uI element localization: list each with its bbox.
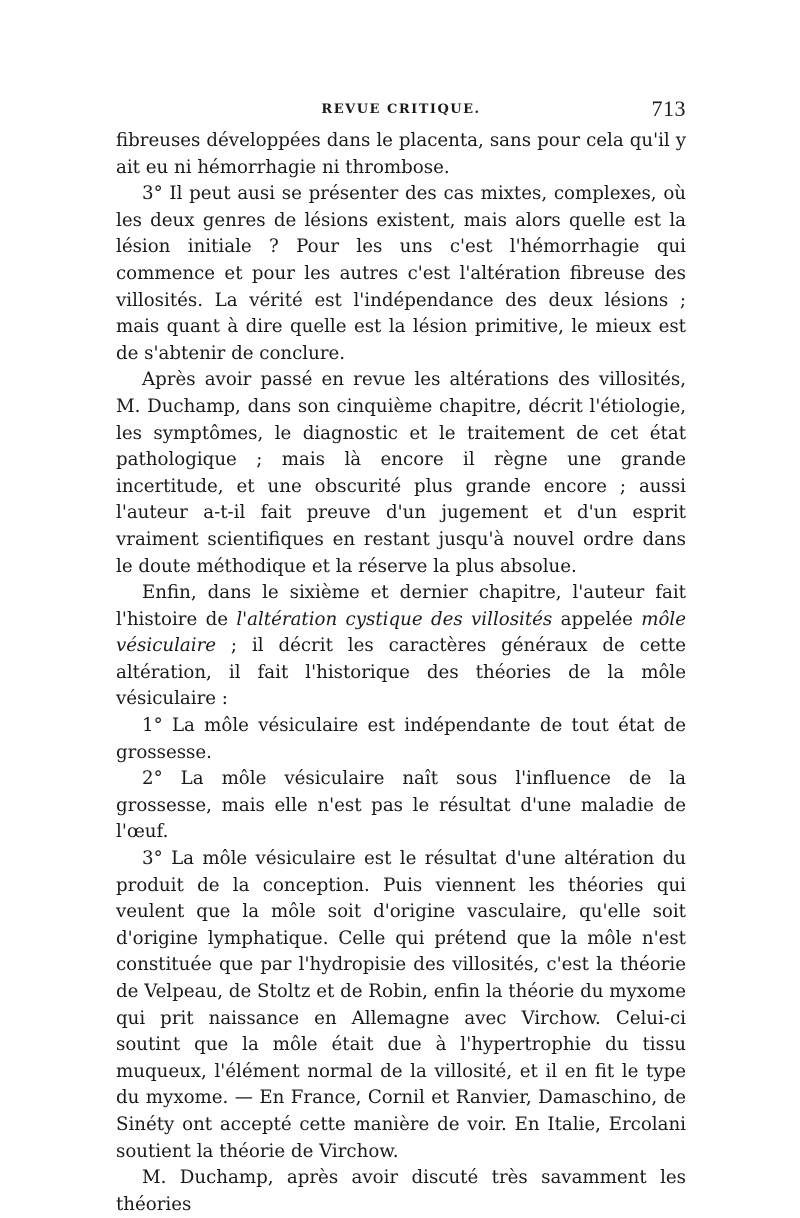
paragraph-4-text-middle: appelée (552, 608, 642, 630)
body-text (116, 128, 686, 1218)
page-header (116, 96, 686, 126)
paragraph-1: fibreuses développées dans le placenta, sans pour cela qu'il y ait eu ni hémorrhagie ni thrombose. (116, 130, 686, 178)
running-head: REVUE CRITIQUE. (321, 102, 481, 117)
paragraph-4-text-after: ; il décrit les caractères généraux de cette altération, il fait l'historique des théories de la môle vésiculaire : (116, 635, 686, 710)
paragraph-4-italic-term-1: l'altération cystique des villosités (236, 608, 553, 630)
paragraph-4-italic-term-2: môle vésiculaire (116, 608, 686, 657)
paragraph-4-text-before: Enfin, dans le sixième et dernier chapitre, l'auteur fait l'histoire de (116, 582, 686, 630)
paragraph-2: 3° Il peut ausi se présenter des cas mixtes, complexes, où les deux genres de lésions existent, mais alors quelle est la lésion initiale ? Pour les uns c'est l'hémorrhagie qui commence et pour les autres c'est l'altération fibreuse des villosités. La vérité est l'indépendance des deux lésions ; mais quant à dire quelle est la lésion primitive, le mieux est de s'abtenir de conclure. (116, 183, 686, 364)
paragraph-5: 1° La môle vésiculaire est indépendante de tout état de grossesse. (116, 715, 686, 763)
paragraph-6: 2° La môle vésiculaire naît sous l'influence de la grossesse, mais elle n'est pas le résultat d'une maladie de l'œuf. (116, 768, 686, 843)
page-number: 713 (651, 96, 686, 121)
paragraph-3: Après avoir passé en revue les altérations des villosités, M. Duchamp, dans son cinquième chapitre, décrit l'étiologie, les symptômes, le diagnostic et le traitement de cet état pathologique ; mais là encore il règne une grande incertitude, et une obscurité plus grande encore ; aussi l'auteur a-t-il fait preuve d'un jugement et d'un esprit vraiment scientifiques en restant jusqu'à nouvel ordre dans le doute méthodique et la réserve la plus absolue. (116, 369, 686, 577)
paragraph-7: 3° La môle vésiculaire est le résultat d'une altération du produit de la conception. Puis viennent les théories qui veulent que la môle soit d'origine vasculaire, qu'elle soit d'origine lymphatique. Celle qui prétend que la môle n'est constituée que par l'hydropisie des villosités, c'est la théorie de Velpeau, de Stoltz et de Robin, enfin la théorie du myxome qui prit naissance en Allemagne avec Virchow. Celui-ci soutint que la môle était due à l'hypertrophie du tissu muqueux, l'élément normal de la villosité, et il en fit le type du myxome. — En France, Cornil et Ranvier, Damaschino, de Sinéty ont accepté cette manière de voir. En Italie, Ercolani soutient la théorie de Virchow. (116, 848, 686, 1162)
paragraph-4 (116, 580, 686, 713)
paragraph-8: M. Duchamp, après avoir discuté très savamment les théories (116, 1167, 686, 1215)
